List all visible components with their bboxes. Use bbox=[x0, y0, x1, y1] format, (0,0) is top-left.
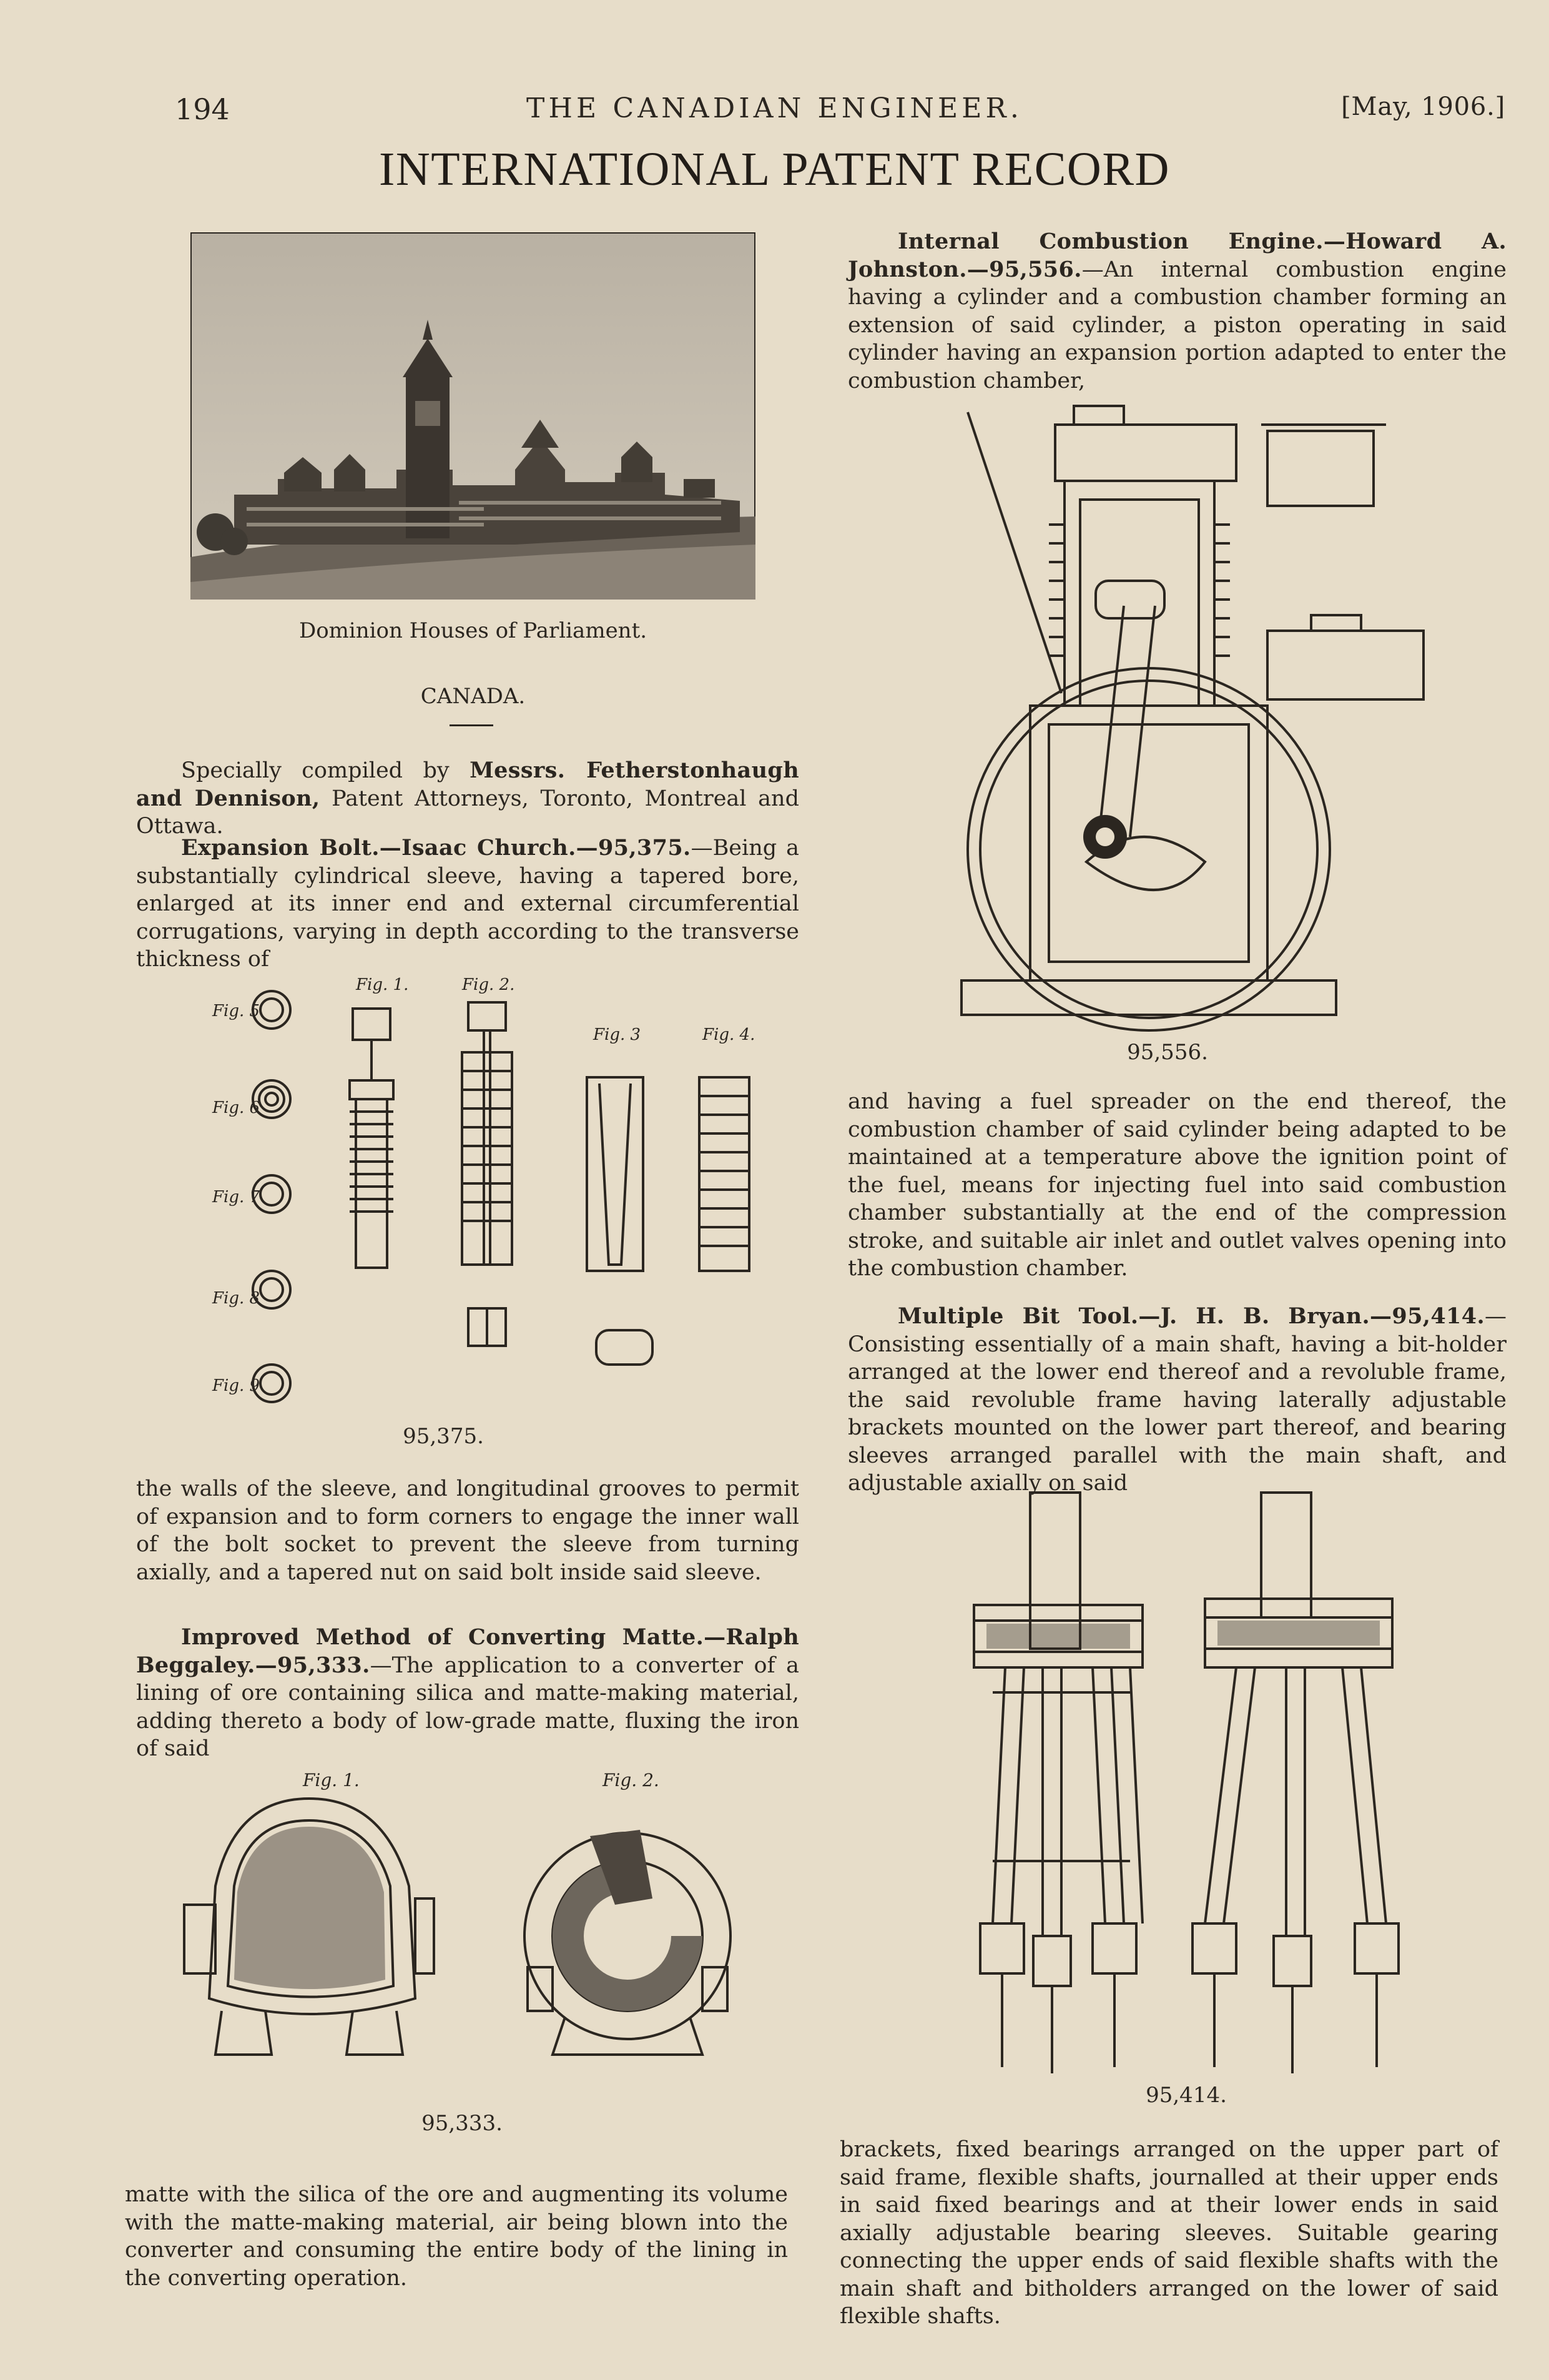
matte-fig-label-2: Fig. 2. bbox=[602, 1770, 659, 1790]
fig-label-7: Fig. 7 bbox=[212, 1188, 260, 1207]
fig-label-5: Fig. 5 bbox=[212, 1002, 260, 1020]
matte-converter-figure bbox=[178, 1761, 749, 2080]
fig-label-2: Fig. 2. bbox=[462, 975, 515, 994]
intro-rest: Patent Attorneys, Toronto, Montreal and Ottawa. bbox=[136, 786, 799, 839]
expansion-bolt-text-a: —Being a substantially cylindrical sleeve, having a tapered bore, enlarged at its inner end and external circumferential corrugations, varying in depth according to the transverse thickness of bbox=[136, 836, 799, 972]
fig-label-6: Fig. 6 bbox=[212, 1099, 260, 1117]
section-title: INTERNATIONAL PATENT RECORD bbox=[379, 143, 1170, 195]
fig-label-8: Fig. 8 bbox=[212, 1289, 260, 1308]
parliament-photo bbox=[190, 232, 755, 600]
canada-rule bbox=[450, 724, 493, 726]
expansion-bolt-figure-number: 95,375. bbox=[403, 1424, 484, 1449]
page-number: 194 bbox=[175, 92, 230, 126]
journal-title: THE CANADIAN ENGINEER. bbox=[526, 92, 1023, 124]
multiple-bit-tool-entry bbox=[848, 1303, 1507, 1498]
issue-date: [May, 1906.] bbox=[1341, 92, 1505, 121]
fig-label-9: Fig. 9 bbox=[212, 1376, 260, 1395]
combustion-engine-title: Internal Combustion Engine.—Howard A. Johnston.—95,556. bbox=[848, 229, 1507, 282]
expansion-bolt-title: Expansion Bolt.—Isaac Church.—95,375. bbox=[181, 835, 691, 861]
multiple-bit-tool-figure-number: 95,414. bbox=[1146, 2083, 1227, 2108]
fig-label-4: Fig. 4. bbox=[702, 1025, 755, 1044]
matte-text-b: matte with the silica of the ore and augmenting its volume with the matte-making material, air being blown into the converter and consuming the entire body of the lining in the converting operation. bbox=[125, 2182, 788, 2291]
canada-intro bbox=[136, 757, 799, 841]
fig-label-3: Fig. 3 bbox=[593, 1025, 641, 1044]
combustion-engine-text-a: —An internal combustion engine having a cylinder and a combustion chamber forming an extension of said cylinder, a piston operating in said cylinder having an expansion portion adapted to enter the combustion chamber, bbox=[848, 257, 1507, 393]
multiple-bit-tool-figure bbox=[955, 1486, 1442, 2080]
expansion-bolt-entry bbox=[136, 834, 799, 974]
matte-fig-label-1: Fig. 1. bbox=[303, 1770, 360, 1790]
fig-label-1: Fig. 1. bbox=[356, 975, 409, 994]
expansion-bolt-text-b: the walls of the sleeve, and longitudinal grooves to permit of expansion and to form corners to engage the inner wall of the bolt socket to prevent the sleeve from turning axially, and a tapered nut on said bolt inside said sleeve. bbox=[136, 1476, 799, 1585]
intro-prefix: Specially compiled by bbox=[181, 758, 450, 783]
combustion-engine-entry bbox=[848, 228, 1507, 395]
multiple-bit-tool-text-b: brackets, fixed bearings arranged on the upper part of said frame, flexible shafts, journalled at their upper ends in said fixed bearings and at their lower ends in said axially adjustable bearing sleeves. Suitable gearing connecting the upper ends of said flexible shafts with the main shaft and bitholders arranged on the lower of said flexible shafts. bbox=[840, 2137, 1498, 2329]
matte-text-a: —The application to a converter of a lining of ore containing silica and matte-making material, adding thereto a body of low-grade matte, fluxing the iron of said bbox=[136, 1652, 799, 1761]
combustion-engine-figure-number: 95,556. bbox=[1127, 1040, 1208, 1065]
photo-caption: Dominion Houses of Parliament. bbox=[298, 618, 647, 643]
multiple-bit-tool-text-a: —Consisting essentially of a main shaft, having a bit-holder arranged at the lower end thereof and a revoluble frame, the said revoluble frame having laterally adjustable brackets mounted on the lower part thereof, and bearing sleeves arranged parallel with the main shaft, and adjustable axially on said bbox=[848, 1304, 1507, 1496]
matte-figure-number: 95,333. bbox=[421, 2111, 503, 2136]
intro-firm: Messrs. Fetherstonhaugh and Dennison, bbox=[136, 758, 799, 811]
multiple-bit-tool-title: Multiple Bit Tool.—J. H. B. Bryan.—95,414. bbox=[898, 1303, 1485, 1329]
combustion-engine-figure bbox=[937, 400, 1467, 1034]
canada-heading: CANADA. bbox=[420, 684, 526, 709]
matte-title: Improved Method of Converting Matte.—Ralph Beggaley.—95,333. bbox=[136, 1624, 799, 1678]
expansion-bolt-figure bbox=[206, 971, 799, 1446]
combustion-engine-text-b: and having a fuel spreader on the end thereof, the combustion chamber of said cylinder being adapted to be maintained at a temperature above the ignition point of the fuel, means for injecting fuel into said combustion chamber substantially at the end of the compression stroke, and suitable air inlet and outlet valves opening into the combustion chamber. bbox=[848, 1089, 1507, 1281]
matte-entry bbox=[136, 1624, 799, 1763]
